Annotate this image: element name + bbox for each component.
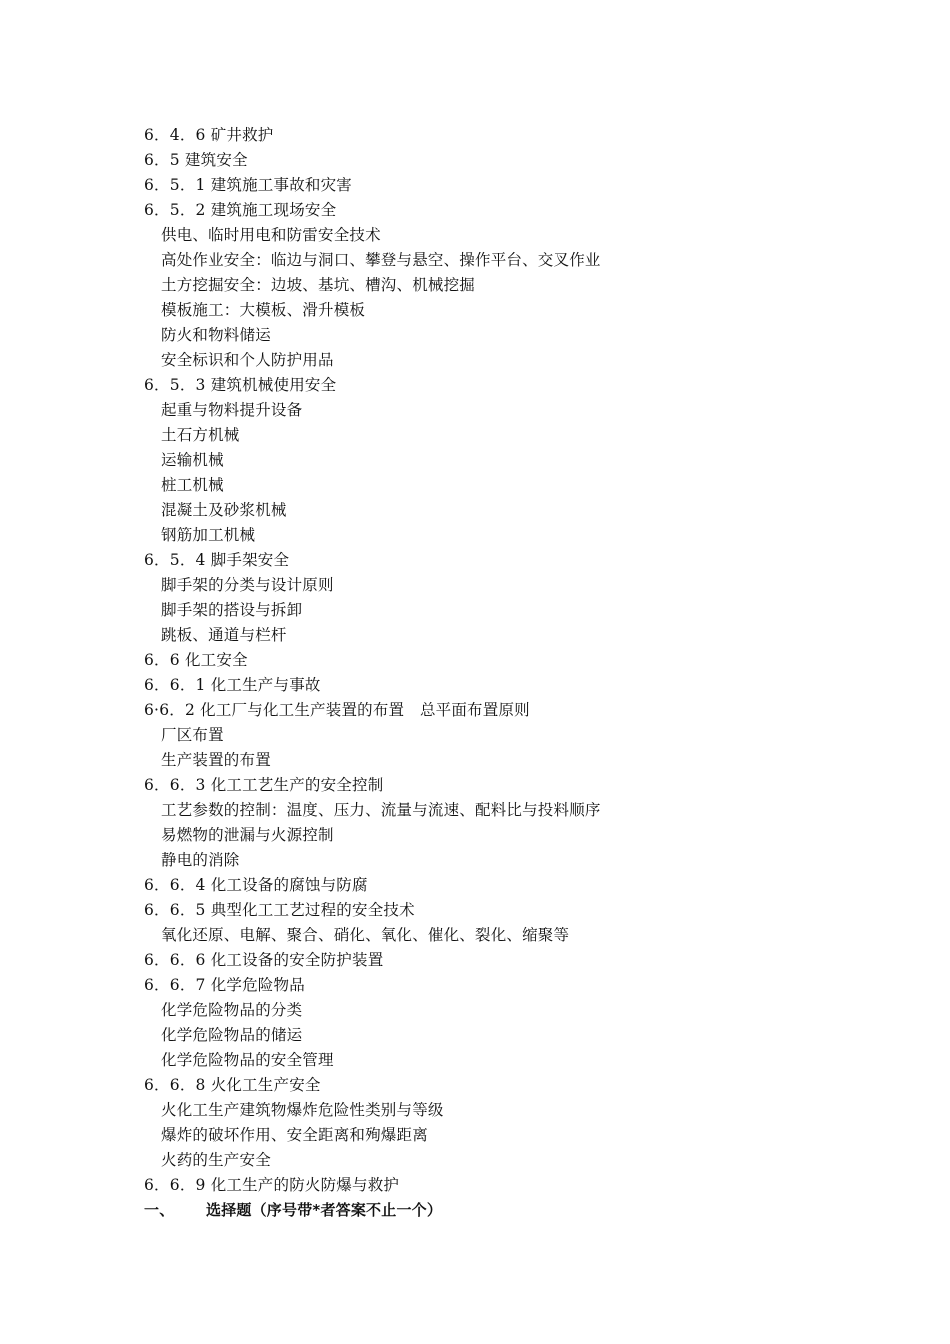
- document-body: [144, 123, 844, 1223]
- outline-section: 6．6．7 化学危险物品: [144, 976, 305, 994]
- outline-subitem: 高处作业安全：临边与洞口、攀登与悬空、操作平台、交叉作业: [161, 251, 601, 269]
- outline-section: 6．5．2 建筑施工现场安全: [144, 201, 337, 219]
- outline-subitem: 化学危险物品的安全管理: [161, 1051, 334, 1069]
- section-heading: [144, 1198, 844, 1223]
- outline-subitem: 跳板、通道与栏杆: [161, 626, 287, 644]
- outline-subitem: 起重与物料提升设备: [161, 401, 303, 419]
- outline-subitem: 氧化还原、电解、聚合、硝化、氧化、催化、裂化、缩聚等: [161, 926, 570, 944]
- outline-subitem: 土石方机械: [161, 426, 240, 444]
- outline-subitem: 易燃物的泄漏与火源控制: [161, 826, 334, 844]
- outline-subitem: 火药的生产安全: [161, 1151, 271, 1169]
- outline-section: 6．5．1 建筑施工事故和灾害: [144, 176, 353, 194]
- outline-subitem: 静电的消除: [161, 851, 240, 869]
- outline-subitem: 脚手架的分类与设计原则: [161, 576, 334, 594]
- outline-subitem: 安全标识和个人防护用品: [161, 351, 334, 369]
- outline-subitem: 厂区布置: [161, 726, 224, 744]
- outline-subitem: 桩工机械: [161, 476, 224, 494]
- outline-subitem: 化学危险物品的储运: [161, 1026, 303, 1044]
- outline-subitem: 土方挖掘安全：边坡、基坑、槽沟、机械挖掘: [161, 276, 476, 294]
- outline-subitem: 模板施工：大模板、滑升模板: [161, 301, 366, 319]
- outline-subitem: 爆炸的破坏作用、安全距离和殉爆距离: [161, 1126, 428, 1144]
- outline-section: 6．6．3 化工工艺生产的安全控制: [144, 776, 384, 794]
- outline-section: 6．5．4 脚手架安全: [144, 551, 290, 569]
- section-heading-number: 一、: [144, 1201, 175, 1219]
- outline-subitem: 钢筋加工机械: [161, 526, 256, 544]
- outline-subitem: 脚手架的搭设与拆卸: [161, 601, 303, 619]
- outline-section: 6．6．8 火化工生产安全: [144, 1076, 321, 1094]
- outline-subitem: 混凝土及砂浆机械: [161, 501, 287, 519]
- outline-section: 6．6．1 化工生产与事故: [144, 676, 321, 694]
- outline-section: 6．6．9 化工生产的防火防爆与救护: [144, 1176, 400, 1194]
- outline-section: 6．6．4 化工设备的腐蚀与防腐: [144, 876, 368, 894]
- outline-section: 6．6．5 典型化工工艺过程的安全技术: [144, 901, 415, 919]
- outline-section: 6．5．3 建筑机械使用安全: [144, 376, 337, 394]
- outline-subitem: 生产装置的布置: [161, 751, 271, 769]
- outline-section: 6．6．6 化工设备的安全防护装置: [144, 951, 384, 969]
- outline-subitem: 工艺参数的控制：温度、压力、流量与流速、配料比与投料顺序: [161, 801, 601, 819]
- outline-subitem: 火化工生产建筑物爆炸危险性类别与等级: [161, 1101, 444, 1119]
- outline-subitem: 供电、临时用电和防雷安全技术: [161, 226, 381, 244]
- outline-section: 6·6．2 化工厂与化工生产装置的布置 总平面布置原则: [144, 701, 530, 719]
- outline-subitem: 运输机械: [161, 451, 224, 469]
- section-heading-text: 选择题（序号带*者答案不止一个）: [206, 1201, 443, 1219]
- outline-section: 6．5 建筑安全: [144, 151, 248, 169]
- outline-subitem: 防火和物料储运: [161, 326, 271, 344]
- outline-section: 6．6 化工安全: [144, 651, 248, 669]
- outline-section: 6．4．6 矿井救护: [144, 126, 274, 144]
- outline-subitem: 化学危险物品的分类: [161, 1001, 303, 1019]
